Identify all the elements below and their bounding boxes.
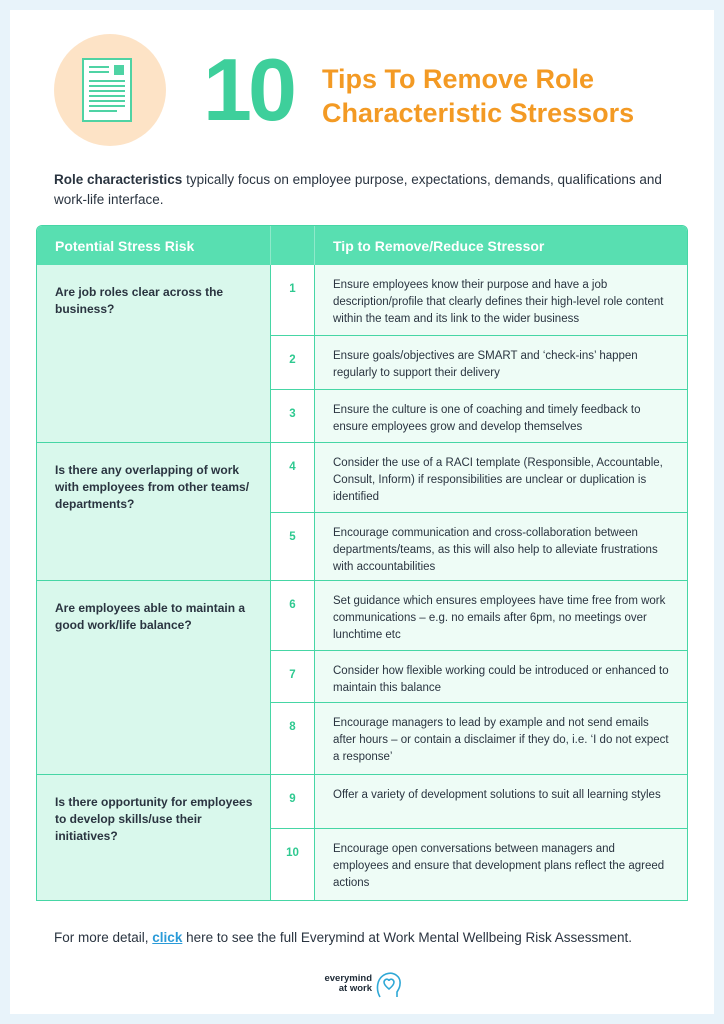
table-row xyxy=(271,775,687,829)
page xyxy=(10,10,714,1014)
document-icon xyxy=(82,58,138,124)
tip-text: Consider the use of a RACI template (Responsible, Accountable, Consult, Inform) if responsibilities are unclear or duplication is identified xyxy=(315,443,687,512)
tip-count: 10 xyxy=(203,40,293,139)
header-divider xyxy=(314,226,315,265)
tip-text: Set guidance which ensures employees have time free from work communications – e.g. no emails after 6pm, no meetings over lunchtime etc xyxy=(315,581,687,650)
everymind-logo xyxy=(322,970,412,1000)
table-row xyxy=(271,513,687,581)
header-tip: Tip to Remove/Reduce Stressor xyxy=(333,238,545,254)
heart-head-icon xyxy=(374,970,404,1000)
table-row xyxy=(271,703,687,775)
risk-text: Is there any overlapping of work with employees from other teams/ departments? xyxy=(55,463,250,511)
risk-text: Is there opportunity for employees to develop skills/use their initiatives? xyxy=(55,795,253,843)
header-divider xyxy=(270,226,271,265)
tip-number: 5 xyxy=(271,513,315,580)
tip-text: Consider how flexible working could be introduced or enhanced to maintain this balance xyxy=(315,651,687,702)
tip-number: 9 xyxy=(271,775,315,828)
tip-text: Ensure the culture is one of coaching and timely feedback to ensure employees grow and develop themselves xyxy=(315,390,687,442)
table-row xyxy=(271,336,687,390)
intro-rest: typically focus on employee purpose, expectations, demands, qualifications and work-life interface. xyxy=(54,172,662,207)
tips-table xyxy=(36,225,688,901)
intro-paragraph xyxy=(54,170,674,210)
risk-cell xyxy=(37,443,271,581)
logo-text xyxy=(322,974,372,994)
logo-line-2: at work xyxy=(338,983,372,994)
footer-note xyxy=(54,930,694,945)
tip-number: 1 xyxy=(271,265,315,335)
table-row xyxy=(271,265,687,336)
tip-number: 6 xyxy=(271,581,315,650)
title-line-1: Tips To Remove Role xyxy=(322,64,595,94)
header-risk: Potential Stress Risk xyxy=(55,238,195,254)
table-header xyxy=(37,226,687,265)
table-row xyxy=(271,651,687,703)
table-row xyxy=(271,829,687,901)
tip-text: Offer a variety of development solutions to suit all learning styles xyxy=(315,775,687,828)
hero-badge xyxy=(54,34,166,146)
title-line-2: Characteristic Stressors xyxy=(322,98,635,128)
tip-text: Encourage managers to lead by example and not send emails after hours – or contain a disclaimer if they do, i.e. ‘I do not expect a response’ xyxy=(315,703,687,774)
footer-after: here to see the full Everymind at Work Mental Wellbeing Risk Assessment. xyxy=(182,930,633,945)
tip-number: 8 xyxy=(271,703,315,774)
tip-number: 2 xyxy=(271,336,315,389)
table-row xyxy=(271,390,687,443)
tip-text: Encourage communication and cross-collaboration between departments/teams, as this will also help to alleviate frustrations with accountabilities xyxy=(315,513,687,580)
table-row xyxy=(271,443,687,513)
page-title xyxy=(322,62,702,130)
tip-text: Ensure goals/objectives are SMART and ‘check-ins’ happen regularly to support their delivery xyxy=(315,336,687,389)
risk-cell xyxy=(37,581,271,775)
risk-text: Are employees able to maintain a good work/life balance? xyxy=(55,601,246,632)
logo-line-1: everymind xyxy=(324,973,372,984)
tip-text: Ensure employees know their purpose and have a job description/profile that clearly defines their high-level role content within the team and its link to the wider business xyxy=(315,265,687,335)
tip-number: 7 xyxy=(271,651,315,702)
intro-bold: Role characteristics xyxy=(54,172,183,187)
table-row xyxy=(271,581,687,651)
risk-cell xyxy=(37,265,271,443)
risk-cell xyxy=(37,775,271,901)
footer-before: For more detail, xyxy=(54,930,153,945)
risk-text: Are job roles clear across the business? xyxy=(55,285,224,316)
tip-number: 3 xyxy=(271,390,315,442)
tip-number: 4 xyxy=(271,443,315,512)
assessment-link[interactable]: click xyxy=(152,930,183,945)
tip-text: Encourage open conversations between managers and employees and ensure that development plans reflect the agreed actions xyxy=(315,829,687,901)
tip-number: 10 xyxy=(271,829,315,901)
